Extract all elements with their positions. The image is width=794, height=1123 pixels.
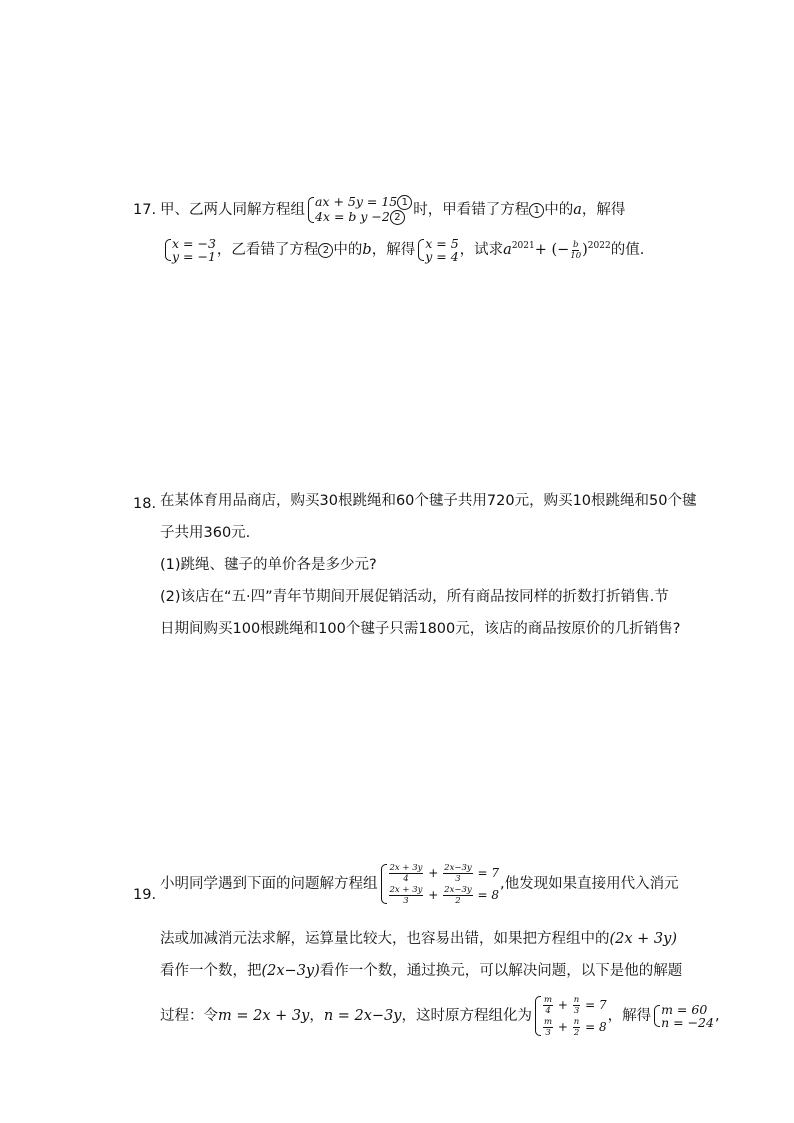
q18-line2: 子共用360元. bbox=[160, 525, 251, 541]
q18-line1: 在某体育用品商店，购买30根跳绳和60个毽子共用720元，购买10根跳绳和50个毽 bbox=[160, 493, 697, 509]
q19-result: m = 60 n = −24 bbox=[652, 1003, 714, 1029]
q18-part1: (1)跳绳、毽子的单价各是多少元? bbox=[160, 557, 377, 573]
q17-text: ，试求 bbox=[459, 242, 504, 258]
q19-text: ，这时原方程组化为 bbox=[401, 1008, 532, 1024]
q17-eq2: 4x = b y −2 bbox=[315, 209, 390, 224]
q17-exp1: 2021 bbox=[511, 241, 535, 251]
circled-number-icon: 1 bbox=[529, 203, 544, 218]
q17-line2 bbox=[162, 235, 644, 263]
q17-text: 甲、乙两人同解方程组 bbox=[160, 202, 305, 218]
q17-plus: + (− bbox=[534, 242, 570, 258]
q19-line1 bbox=[160, 862, 679, 906]
q17-base-a: a bbox=[503, 242, 512, 258]
q17-number: 17. bbox=[133, 202, 157, 218]
q19-line2 bbox=[160, 928, 677, 950]
q19-def-m: m = 2x + 3y bbox=[218, 1008, 310, 1024]
circled-number-icon: 1 bbox=[397, 195, 412, 210]
q19-text: 看作一个数，通过换元，可以解决问题，以下是他的解题 bbox=[319, 963, 683, 979]
q18-part2-line2: 日期间购买100根跳绳和100个毽子只需1800元，该店的商品按原价的几折销售? bbox=[160, 621, 681, 637]
q18-number: 18. bbox=[133, 496, 157, 512]
q19-text: 法或加减消元法求解，运算量比较大，也容易出错，如果把方程组中的 bbox=[160, 931, 610, 947]
q17-solution2: x = 5 y = 4 bbox=[416, 237, 458, 263]
q19-number: 19. bbox=[133, 887, 157, 903]
q17-text: ，解得 bbox=[581, 202, 626, 218]
q18-part2-line1: (2)该店在“五·四”青年节期间开展促销活动，所有商品按同样的折数打折销售.节 bbox=[160, 589, 669, 605]
q17-var-a: a bbox=[573, 202, 582, 218]
q19-expr: (2x−3y) bbox=[261, 963, 320, 979]
q17-text: ，解得 bbox=[371, 242, 416, 258]
q19-text: 看作一个数，把 bbox=[160, 963, 262, 979]
q19-system: $\frac{2x + 3y}{4}$ + $\frac{2x-3y}{3}$ = 7 $\frac{2x + 3y}{3}$ + $\frac{2x-3y}{2}$ = 8 bbox=[379, 862, 500, 906]
q19-def-n: n = 2x−3y bbox=[323, 1008, 402, 1024]
q17-text: 中的 bbox=[333, 242, 363, 258]
q19-text: 小明同学遇到下面的问题解方程组 bbox=[160, 876, 378, 892]
q19-text: ,他发现如果直接用代入消元 bbox=[500, 876, 679, 892]
q17-fraction: $\frac{b}{10}$ bbox=[570, 239, 582, 261]
q17-text: 时，甲看错了方程 bbox=[413, 202, 530, 218]
q17-solution1: x = −3 y = −1 bbox=[163, 237, 216, 263]
q19-text: 过程：令 bbox=[160, 1008, 218, 1024]
q17-line1 bbox=[160, 195, 625, 225]
q19-line4: 过程：令m = 2x + 3y，n = 2x−3y，这时原方程组化为 $\frac{m}{4}$ + $\frac{n}{3}$ = 7 $\frac{m}{3}$ + $\frac{n}{2}$ = 8 ，解得 m = 60 n = −24 , bbox=[160, 995, 720, 1038]
q17-close: ) bbox=[582, 242, 588, 258]
q17-text: ，乙看错了方程 bbox=[216, 242, 319, 258]
circled-number-icon: 2 bbox=[390, 210, 405, 225]
circled-number-icon: 2 bbox=[318, 243, 333, 258]
q17-text: 的值. bbox=[610, 242, 645, 258]
q17-system bbox=[306, 195, 412, 225]
q19-sub-system: $\frac{m}{4}$ + $\frac{n}{3}$ = 7 $\frac{m}{3}$ + $\frac{n}{2}$ = 8 bbox=[533, 994, 607, 1038]
q17-eq1: ax + 5y = 15 bbox=[315, 194, 398, 209]
q19-line3 bbox=[160, 960, 682, 982]
q19-text: ，解得 bbox=[607, 1008, 652, 1024]
q17-var-b: b bbox=[362, 242, 372, 258]
q17-text: 中的 bbox=[544, 202, 574, 218]
q19-expr: (2x + 3y) bbox=[609, 931, 678, 947]
q17-exp2: 2022 bbox=[587, 241, 611, 251]
